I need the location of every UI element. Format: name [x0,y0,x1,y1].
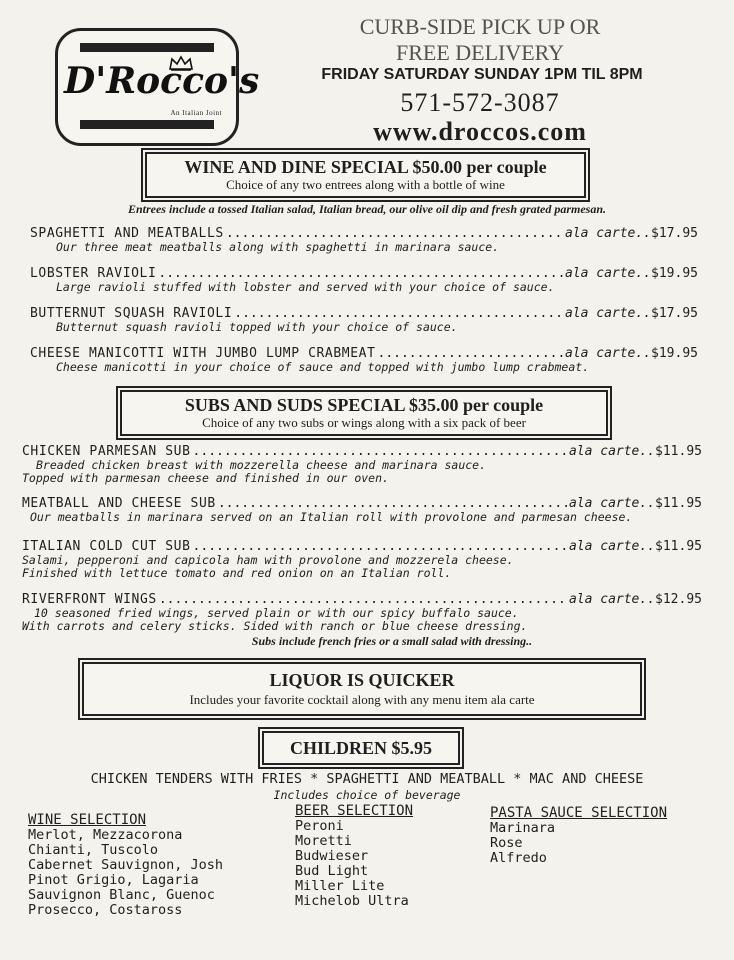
item-name: MEATBALL AND CHEESE SUB [22,496,216,511]
item-price: $11.95 [655,444,702,459]
item-price: $17.95 [651,226,698,241]
logo-bottom-bar [80,120,214,129]
sauce-item: Alfredo [490,850,547,866]
entrees-note: Entrees include a tossed Italian salad, Italian bread, our olive oil dip and fresh grated parmesan. [127,202,607,216]
menu-item [30,306,698,346]
item-description: 10 seasoned fried wings, served plain or with our spicy buffalo sauce. [34,606,519,620]
subs-suds-special-box [120,390,608,436]
wine-selection [28,812,278,918]
children-note: Includes choice of beverage [273,788,461,802]
ala-carte-label: ala carte.. [564,306,652,321]
header-delivery-line: FREE DELIVERY [395,40,565,65]
item-description: Large ravioli stuffed with lobster and served with your choice of sauce. [56,280,555,294]
subs-note: Subs include french fries or a small salad with dressing.. [251,634,533,648]
subs-suds-subtitle: Choice of any two subs or wings along with a six pack of beer [202,415,526,430]
item-price: $12.95 [655,592,702,607]
wine-item: Sauvignon Blanc, Guenoc [28,887,215,903]
item-name: LOBSTER RAVIOLI [30,266,157,281]
item-name: RIVERFRONT WINGS [22,592,157,607]
wine-item: Prosecco, Costaross [28,902,183,918]
menu-item [30,226,698,266]
item-price: $19.95 [651,266,698,281]
menu-item [22,592,702,633]
item-description: Our meatballs in marinara served on an Italian roll with provolone and parmesan cheese. [30,510,633,524]
beer-item: Peroni [295,818,344,834]
item-price: $11.95 [655,539,702,554]
item-description: Salami, pepperoni and capicola ham with provolone and mozzerela cheese. [22,553,514,567]
item-description: Butternut squash ravioli topped with your choice of sauce. [56,320,458,334]
item-name: BUTTERNUT SQUASH RAVIOLI [30,306,233,321]
header-phone: 571-572-3087 [400,88,560,117]
restaurant-logo [55,28,260,146]
sauce-item: Marinara [490,820,556,836]
wine-dine-subtitle: Choice of any two entrees along with a bottle of wine [226,177,505,192]
beer-item: Michelob Ultra [295,893,409,909]
sauce-item: Rose [490,835,523,851]
item-description: Our three meat meatballs along with spaghetti in marinara sauce. [56,240,500,254]
menu-item [22,496,702,539]
wine-selection-title: WINE SELECTION [28,812,147,828]
ala-carte-label: ala carte.. [564,266,652,281]
beer-selection-title: BEER SELECTION [295,803,414,819]
logo-top-bar [80,43,214,52]
wine-item: Cabernet Sauvignon, Josh [28,857,224,873]
item-name: ITALIAN COLD CUT SUB [22,539,191,554]
wine-dine-special-box [145,152,586,198]
item-name: CHICKEN PARMESAN SUB [22,444,191,459]
item-description: Cheese manicotti in your choice of sauce and topped with jumbo lump crabmeat. [56,360,590,374]
children-box [262,731,460,765]
beer-item: Budwieser [295,848,369,864]
liquor-special-box [82,662,642,716]
logo-tagline: An Italian Joint [170,109,222,117]
menu-item [30,346,698,386]
children-title: CHILDREN $5.95 [289,738,432,758]
item-price: $11.95 [655,496,702,511]
item-description: With carrots and celery sticks. Sided with ranch or blue cheese dressing. [22,619,528,633]
header-website: www.droccos.com [373,117,587,146]
ala-carte-label: ala carte.. [568,444,656,459]
wine-item: Pinot Grigio, Lagaria [28,872,199,888]
subs-suds-title: SUBS AND SUDS SPECIAL $35.00 per couple [184,395,544,415]
item-price: $19.95 [651,346,698,361]
ala-carte-label: ala carte.. [564,226,652,241]
item-description: Topped with parmesan cheese and finished in our oven. [22,471,389,485]
menu-item [30,266,698,306]
entree-list [30,226,698,386]
item-description: Breaded chicken breast with mozzerella cheese and marinara sauce. [36,458,487,472]
item-description: Finished with lettuce tomato and red onion on an Italian roll. [22,566,452,580]
beer-item: Miller Lite [295,878,385,894]
liquor-subtitle: Includes your favorite cocktail along with any menu item ala carte [189,692,535,707]
item-name: SPAGHETTI AND MEATBALLS [30,226,224,241]
menu-item [22,444,702,496]
ala-carte-label: ala carte.. [568,539,656,554]
beer-item: Bud Light [295,863,369,879]
beer-selection [295,803,475,909]
pasta-selection-title: PASTA SAUCE SELECTION [490,805,668,821]
wine-item: Chianti, Tuscolo [28,842,159,858]
header-pickup-line: CURB-SIDE PICK UP OR [359,14,601,39]
liquor-title: LIQUOR IS QUICKER [269,670,455,690]
beer-item: Moretti [295,833,352,849]
menu-item [22,539,702,592]
ala-carte-label: ala carte.. [564,346,652,361]
ala-carte-label: ala carte.. [568,496,656,511]
children-items: CHICKEN TENDERS WITH FRIES * SPAGHETTI AND MEATBALL * MAC AND CHEESE [90,771,644,787]
pasta-sauce-selection [490,805,720,866]
item-price: $17.95 [651,306,698,321]
ala-carte-label: ala carte.. [568,592,656,607]
item-name: CHEESE MANICOTTI WITH JUMBO LUMP CRABMEAT [30,346,376,361]
wine-item: Merlot, Mezzacorona [28,827,183,843]
logo-name: D'Rocco's [64,60,260,102]
wine-dine-title: WINE AND DINE SPECIAL $50.00 per couple [184,157,547,177]
header-hours: FRIDAY SATURDAY SUNDAY 1PM TIL 8PM [321,66,643,83]
subs-list [22,444,702,633]
